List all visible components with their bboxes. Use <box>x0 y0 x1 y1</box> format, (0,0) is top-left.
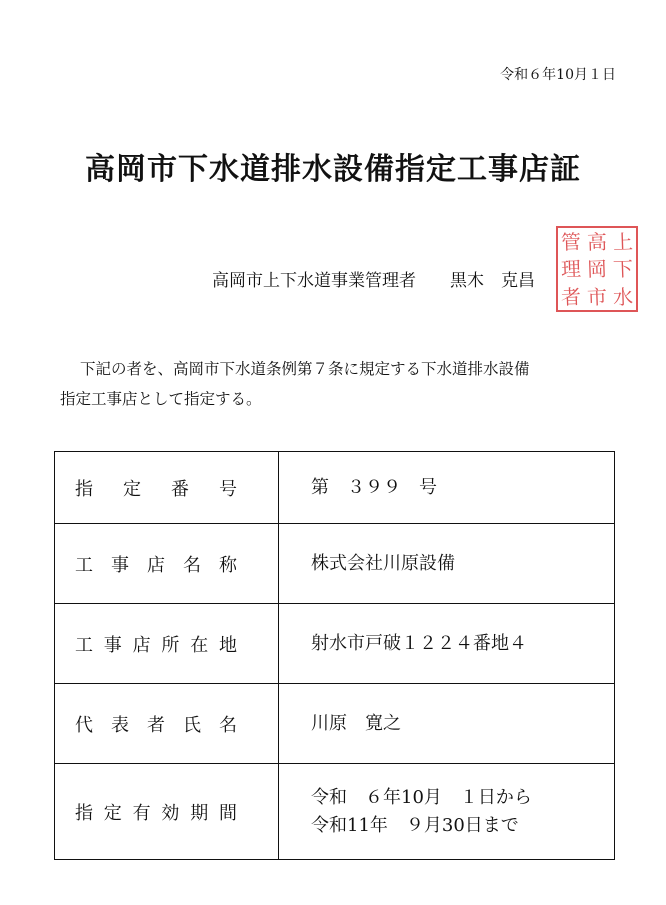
row-value-line: 川原 寛之 <box>311 712 401 734</box>
row-value <box>279 452 615 524</box>
row-value <box>279 524 615 604</box>
row-label-char: 指 <box>75 802 93 824</box>
row-label-char: 工 <box>75 554 93 576</box>
row-label-char: 工 <box>75 634 93 656</box>
row-label-char: 店 <box>147 554 165 576</box>
row-label-char: 所 <box>161 634 180 656</box>
row-label-char: 称 <box>219 554 237 576</box>
row-label <box>55 764 279 860</box>
row-value <box>279 764 615 860</box>
row-label-char: 事 <box>111 554 129 576</box>
statement-line-1: 下記の者を、高岡市下水道条例第７条に規定する下水道排水設備 <box>80 360 530 378</box>
row-label-char: 名 <box>183 554 201 576</box>
row-label <box>55 684 279 764</box>
row-label-char: 指 <box>75 478 93 500</box>
row-value-line: 令和11年 ９月30日まで <box>311 814 519 836</box>
row-value <box>279 684 615 764</box>
document-title: 高岡市下水道排水設備指定工事店証 <box>85 152 581 187</box>
issuer-line <box>212 266 535 291</box>
row-value-line: 令和 ６年10月 １日から <box>311 786 532 808</box>
row-value-line: 株式会社川原設備 <box>311 552 455 574</box>
row-label-char: 定 <box>103 802 122 824</box>
row-label-char: 表 <box>111 714 129 736</box>
row-label-char: 号 <box>219 478 237 500</box>
row-value-line: 射水市戸破１２２４番地４ <box>311 632 527 654</box>
row-label <box>55 452 279 524</box>
official-seal-stamp: 管 高 上 理 岡 下 者 市 水 <box>556 226 638 312</box>
contractor-info-table <box>54 451 615 860</box>
issue-date: 令和６年10月１日 <box>500 67 616 83</box>
statement-line-2: 指定工事店として指定する。 <box>60 390 262 408</box>
table-row <box>55 684 615 764</box>
table-row <box>55 604 615 684</box>
row-value <box>279 604 615 684</box>
row-label <box>55 524 279 604</box>
table-row <box>55 452 615 524</box>
row-label-char: 地 <box>218 634 237 656</box>
table-row <box>55 764 615 860</box>
row-label-char: 間 <box>218 802 237 824</box>
row-label-char: 事 <box>103 634 122 656</box>
issuer-name: 黒木 克昌 <box>450 271 535 291</box>
row-label <box>55 604 279 684</box>
row-label-char: 定 <box>123 478 141 500</box>
row-label-char: 代 <box>75 714 93 736</box>
row-label-char: 効 <box>161 802 180 824</box>
row-label-char: 名 <box>219 714 237 736</box>
row-label-char: 在 <box>190 634 209 656</box>
table-row <box>55 524 615 604</box>
row-label-char: 店 <box>132 634 151 656</box>
row-label-char: 期 <box>190 802 209 824</box>
row-label-char: 氏 <box>183 714 201 736</box>
issuer-title: 高岡市上下水道事業管理者 <box>212 271 416 291</box>
row-value-line: 第 ３９９ 号 <box>311 476 437 498</box>
designation-statement <box>60 354 610 414</box>
row-label-char: 番 <box>171 478 189 500</box>
row-label-char: 者 <box>147 714 165 736</box>
row-label-char: 有 <box>132 802 151 824</box>
